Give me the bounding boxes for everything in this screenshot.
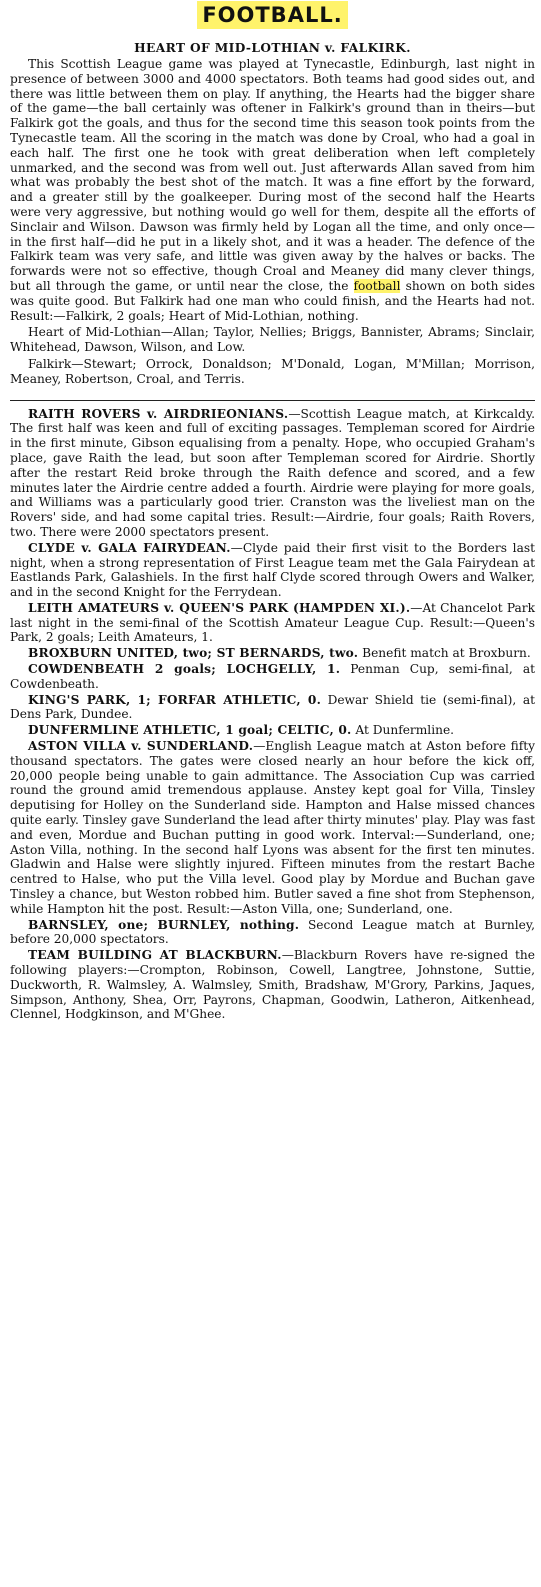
hearts-report [10, 57, 535, 323]
blackburn-report [10, 948, 535, 1022]
kings-park-heading: KING'S PARK, 1; FORFAR ATHLETIC, 0. [28, 692, 322, 707]
title-wrap [10, 0, 535, 34]
clyde-report [10, 541, 535, 600]
broxburn-report [10, 646, 535, 661]
barnsley-report [10, 918, 535, 948]
dunfermline-report [10, 723, 535, 738]
aston-villa-report [10, 739, 535, 917]
barnsley-heading: BARNSLEY, one; BURNLEY, nothing. [28, 917, 300, 932]
aston-villa-heading: ASTON VILLA v. SUNDERLAND. [28, 739, 254, 754]
falkirk-lineup: Falkirk—Stewart; Orrock, Donaldson; M'Donald, Logan, M'Millan; Morrison, Meaney, Robertson, Croal, and Terris. [10, 356, 535, 386]
blackburn-heading: TEAM BUILDING AT BLACKBURN. [28, 948, 282, 963]
raith-text: —Scottish League match, at Kirkcaldy. The first half was keen and full of exciting passages. Templeman scored for Airdrie in the first minute, Gibson equalising from a penalty. Hope, who occupied Graham's place, gave Raith the lead, but soon after Templeman scored for Airdrie. Shortly after the restart Reid broke through the Raith defence and scored, and a few minutes later the Airdrie centre added a fourth. Airdrie were playing for more goals, and Williams was a particularly good trier. Cranston was the liveliest man on the Rovers' side, and had some capital tries. Result:—Airdrie, four goals; Raith Rovers, two. There were 2000 spectators present. [10, 406, 535, 539]
cowdenbeath-text: Penman Cup, semi-final, at Cowdenbeath. [10, 662, 536, 691]
dunfermline-heading: DUNFERMLINE ATHLETIC, 1 goal; CELTIC, 0. [28, 723, 352, 738]
hearts-report-end: shown on both sides was quite good. But Falkirk had one man who could finish, and the Hearts had not. Result:—Falkirk, 2 goals; Heart of Mid-Lothian, nothing. [10, 278, 535, 323]
aston-villa-text: —English League match at Aston before fifty thousand spectators. The gates were closed nearly an hour before the kick off, 20,000 people being unable to gain admittance. The Association Cup was carried round the ground amid tremendous applause. Anstey kept goal for Villa, Tinsley deputising for Holley on the Sunderland side. Hampton and Halse missed chances quite early. Tinsley gave Sunderland the lead after thirty minutes' play. Play was fast and even, Mordue and Buchan putting in good work. Interval:—Sunderland, one; Aston Villa, nothing. In the second half Lyons was absent for the first ten minutes. Gladwin and Halse were slightly injured. Fifteen minutes from the restart Bache centred to Halse, who put the Villa level. Good play by Mordue and Buchan gave Tinsley a chance, but Weston robbed him. Butler saved a fine shot from Stephenson, while Hampton hit the post. Result:—Aston Villa, one; Sunderland, one. [10, 739, 535, 916]
broxburn-text: Benefit match at Broxburn. [362, 646, 531, 661]
raith-report [10, 407, 535, 540]
barnsley-text: Second League match at Burnley, before 20,000 spectators. [10, 917, 535, 947]
raith-heading: RAITH ROVERS v. AIRDRIEONIANS. [28, 406, 289, 421]
cowdenbeath-heading: COWDENBEATH 2 goals; LOCHGELLY, 1. [28, 662, 341, 677]
section-divider [10, 400, 535, 401]
page-title: FOOTBALL. [197, 1, 347, 29]
leith-heading: LEITH AMATEURS v. QUEEN'S PARK (HAMPDEN XI.). [28, 600, 411, 615]
cowdenbeath-report [10, 662, 535, 692]
leith-report [10, 601, 535, 645]
broxburn-heading: BROXBURN UNITED, two; ST BERNARDS, two. [28, 646, 359, 661]
search-highlight: football [353, 278, 401, 293]
clyde-heading: CLYDE v. GALA FAIRYDEAN. [28, 540, 231, 555]
clyde-text: —Clyde paid their first visit to the Borders last night, when a strong representation of First League team met the Gala Fairydean at Eastlands Park, Galashiels. In the first half Clyde scored through Owers and Walker, and in the second Knight for the Ferrydean. [10, 540, 536, 600]
leith-text: —At Chancelot Park last night in the semi-final of the Scottish Amateur League Cup. Result:—Queen's Park, 2 goals; Leith Amateurs, 1. [10, 600, 535, 645]
hearts-report-text: This Scottish League game was played at Tynecastle, Edinburgh, last night in presence of between 3000 and 4000 spectators. Both teams had good sides out, and there was little between them on play. If anything, the Hearts had the bigger share of the game—the ball certainly was oftener in Falkirk's ground than in theirs—but Falkirk got the goals, and thus for the second time this season took points from the Tynecastle team. All the scoring in the match was done by Croal, who had a goal in each half. The first one he took with great deliberation when left completely unmarked, and the second was from well out. Just afterwards Allan saved from him what was probably the best shot of the match. It was a fine effort by the forward, and a greater still by the goalkeeper. During most of the second half the Hearts were very aggressive, but nothing would go well for them, despite all the efforts of Sinclair and Wilson. Dawson was firmly held by Logan all the time, and only once—in the first half—did he put in a likely shot, and it was a header. The defence of the Falkirk team was very safe, and little was given away by the halves or backs. The forwards were not so effective, though Croal and Meaney did many clever things, but all through the game, or until near the close, the [10, 57, 535, 293]
hearts-lineup: Heart of Mid-Lothian—Allan; Taylor, Nellies; Briggs, Bannister, Abrams; Sinclair, Whitehead, Dawson, Wilson, and Low. [10, 325, 535, 355]
hearts-heading: HEART OF MID-LOTHIAN v. FALKIRK. [134, 41, 411, 55]
kings-park-report [10, 693, 535, 723]
blackburn-text: —Blackburn Rovers have re-signed the following players:—Crompton, Robinson, Cowell, Langtree, Johnstone, Suttie, Duckworth, R. Walmsley, A. Walmsley, Smith, Bradshaw, M'Grory, Parkins, Jaques, Simpson, Anthony, Shea, Orr, Payrons, Chapman, Goodwin, Latheron, Aitkenhead, Clennel, Hodgkinson, and M'Ghee. [10, 948, 535, 1022]
dunfermline-text: At Dunfermline. [355, 723, 455, 738]
kings-park-text: Dewar Shield tie (semi-final), at Dens Park, Dundee. [10, 692, 536, 722]
